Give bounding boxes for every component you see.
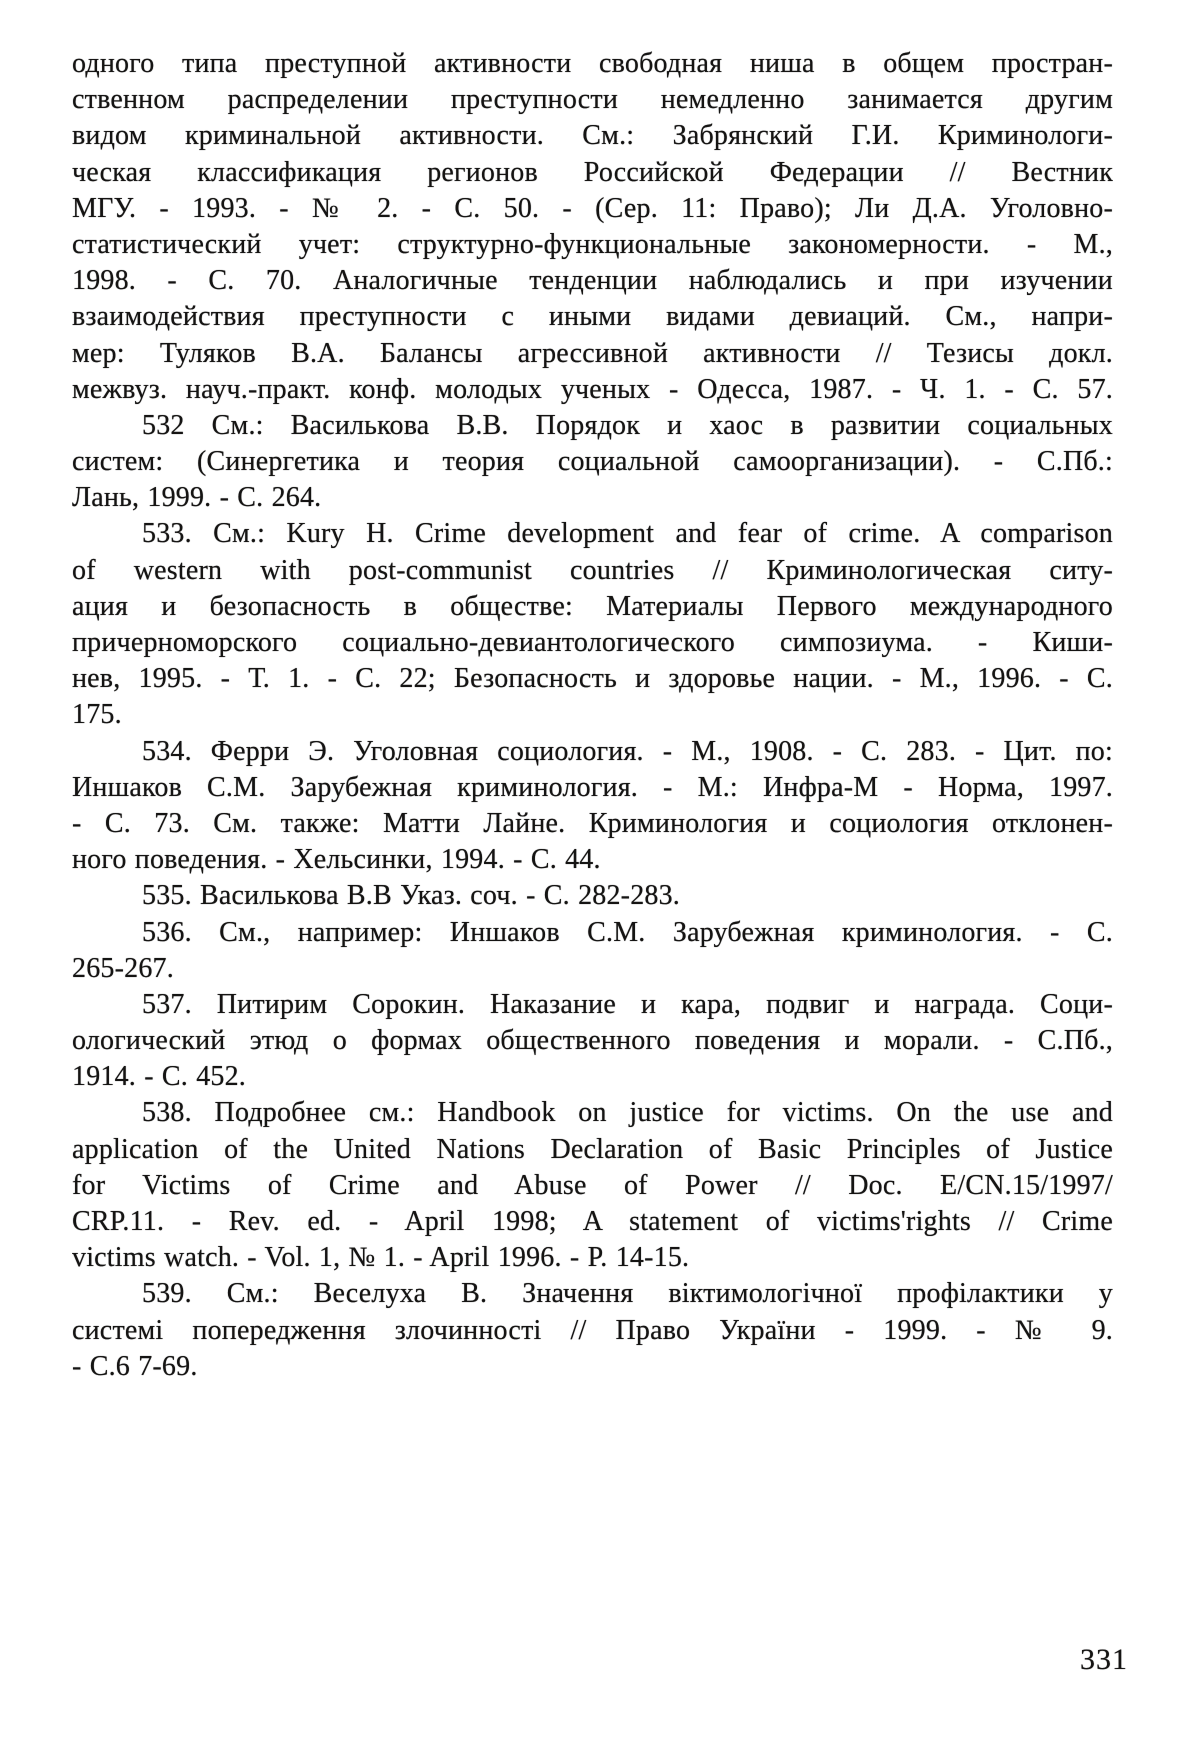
text-line: for Victims of Crime and Abuse of Power // Doc. E/CN.15/1997/ bbox=[72, 1169, 1113, 1201]
text-line: CRP.11. - Rev. ed. - April 1998; A statement of victims'rights // Crime bbox=[72, 1206, 1113, 1237]
text-line: взаимодействия преступности с иными видами девиаций. См., напри- bbox=[72, 301, 1113, 333]
text-line: ологический этюд о формах общественного поведения и морали. - С.Пб., bbox=[72, 1025, 1113, 1057]
text-line: нев, 1995. - Т. 1. - С. 22; Безопасность и здоровье нации. - М., 1996. - С. bbox=[72, 663, 1113, 695]
text-line: - С.6 7-69. bbox=[72, 1350, 198, 1382]
text-line: 175. bbox=[72, 699, 122, 731]
text-line: видом криминальной активности. См.: Забрянский Г.И. Криминологи- bbox=[72, 120, 1113, 152]
text-line: 533. См.: Kury H. Crime development and fear of crime. A comparison bbox=[142, 518, 1113, 550]
text-line: ственном распределении преступности немедленно занимается другим bbox=[72, 84, 1113, 116]
text-line: системі попередження злочинності // Право України - 1999. - № 9. bbox=[72, 1314, 1113, 1346]
text-line: 532 См.: Василькова В.В. Порядок и хаос в развитии социальных bbox=[142, 409, 1113, 441]
text-line: 535. Василькова В.В Указ. соч. - С. 282-283. bbox=[142, 880, 681, 912]
text-line: одного типа преступной активности свободная ниша в общем простран- bbox=[72, 48, 1113, 79]
text-line: Иншаков С.М. Зарубежная криминология. - М.: Инфра-М - Норма, 1997. bbox=[72, 771, 1113, 803]
text-line: 539. См.: Веселуха В. Значення віктимологічної профілактики у bbox=[142, 1278, 1113, 1310]
text-line: Лань, 1999. - С. 264. bbox=[72, 482, 322, 514]
text-line: межвуз. науч.-практ. конф. молодых ученых - Одесса, 1987. - Ч. 1. - С. 57. bbox=[72, 373, 1113, 405]
text-line: ация и безопасность в обществе: Материалы Первого международного bbox=[72, 590, 1113, 622]
text-line: МГУ. - 1993. - № 2. - С. 50. - (Сер. 11: Право); Ли Д.А. Уголовно- bbox=[72, 192, 1113, 224]
text-line: мер: Туляков В.А. Балансы агрессивной активности // Тезисы докл. bbox=[72, 337, 1113, 369]
text-line: ческая классификация регионов Российской Федерации // Вестник bbox=[72, 156, 1113, 188]
text-line: 534. Ферри Э. Уголовная социология. - М., 1908. - С. 283. - Цит. по: bbox=[142, 735, 1113, 767]
text-line: victims watch. - Vol. 1, № 1. - April 1996. - P. 14-15. bbox=[72, 1242, 690, 1274]
page-number: 331 bbox=[1080, 1643, 1128, 1676]
text-line: of western with post-communist countries // Криминологическая ситу- bbox=[72, 554, 1113, 586]
text-line: 537. Питирим Сорокин. Наказание и кара, подвиг и награда. Соци- bbox=[142, 988, 1113, 1020]
text-line: 1914. - С. 452. bbox=[72, 1061, 246, 1093]
text-line: 536. См., например: Иншаков С.М. Зарубежная криминология. - С. bbox=[142, 916, 1113, 948]
text-line: application of the United Nations Declaration of Basic Principles of Justice bbox=[72, 1133, 1113, 1165]
text-line: - С. 73. См. также: Матти Лайне. Криминология и социология отклонен- bbox=[72, 807, 1113, 839]
text-line: статистический учет: структурно-функциональные закономерности. - М., bbox=[72, 228, 1113, 260]
bibliography-text-block bbox=[72, 46, 1113, 1385]
text-line: 538. Подробнее см.: Handbook on justice for victims. On the use and bbox=[142, 1097, 1113, 1129]
text-line: причерноморского социально-девиантологического симпозиума. - Киши- bbox=[72, 627, 1113, 658]
text-line: 1998. - С. 70. Аналогичные тенденции наблюдались и при изучении bbox=[72, 265, 1113, 297]
text-line: систем: (Синергетика и теория социальной самоорганизации). - С.Пб.: bbox=[72, 446, 1113, 478]
text-line: ного поведения. - Хельсинки, 1994. - С. 44. bbox=[72, 844, 601, 876]
text-line: 265-267. bbox=[72, 952, 174, 984]
